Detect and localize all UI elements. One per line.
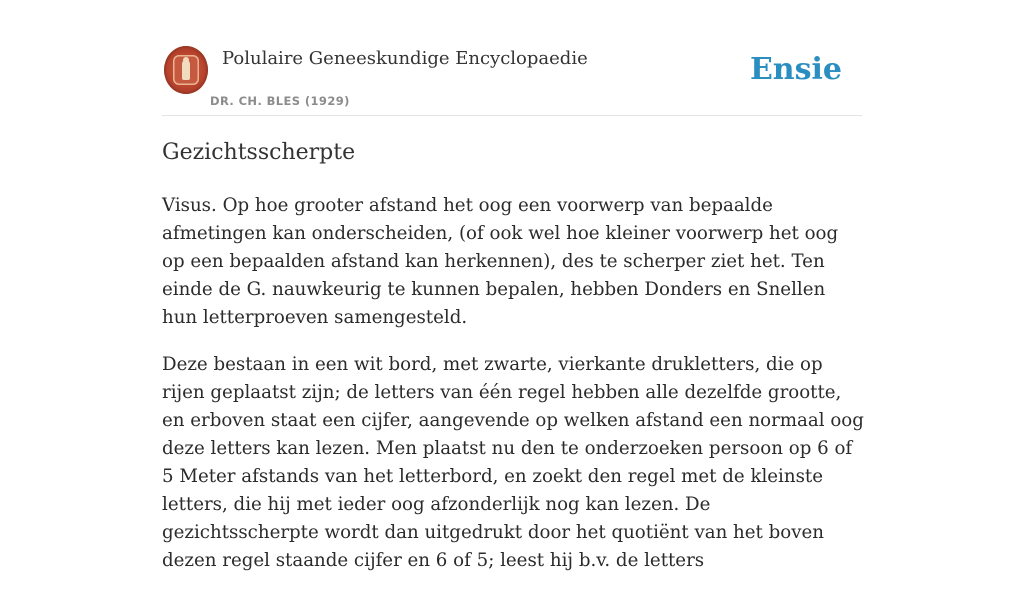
article-body <box>162 192 864 594</box>
ensie-brand-logo[interactable]: Ensie <box>749 52 842 87</box>
article-title: Gezichtsscherpte <box>162 140 356 165</box>
author-label: DR. CH. BLES (1929) <box>210 94 350 108</box>
site-header <box>162 40 862 116</box>
encyclopedia-title-link[interactable]: Polulaire Geneeskundige Encyclopaedie <box>222 48 588 69</box>
encyclopedia-seal-icon[interactable] <box>164 46 208 94</box>
article-paragraph: Deze bestaan in een wit bord, met zwarte, vierkante drukletters, die op rijen geplaatst zijn; de letters van één regel hebben alle dezelfde grootte, en erboven staat een cijfer, aangevende op welken afstand een normaal oog deze letters kan lezen. Men plaatst nu den te onderzoeken persoon op 6 of 5 Meter afstands van het letterbord, en zoekt den regel met de kleinste letters, die hij met ieder oog afzonderlijk nog kan lezen. De gezichtsscherpte wordt dan uitgedrukt door het quotiënt van het boven dezen regel staande cijfer en 6 of 5; leest hij b.v. de letters <box>162 354 864 571</box>
article-paragraph: Visus. Op hoe grooter afstand het oog een voorwerp van bepaalde afmetingen kan onderscheiden, (of ook wel hoe kleiner voorwerp het oog op een bepaalden afstand kan herkennen), des te scherper ziet het. Ten einde de G. nauwkeurig te kunnen bepalen, hebben Donders en Snellen hun letterproeven samengesteld. <box>162 195 839 328</box>
seal-figure-body <box>182 60 190 80</box>
